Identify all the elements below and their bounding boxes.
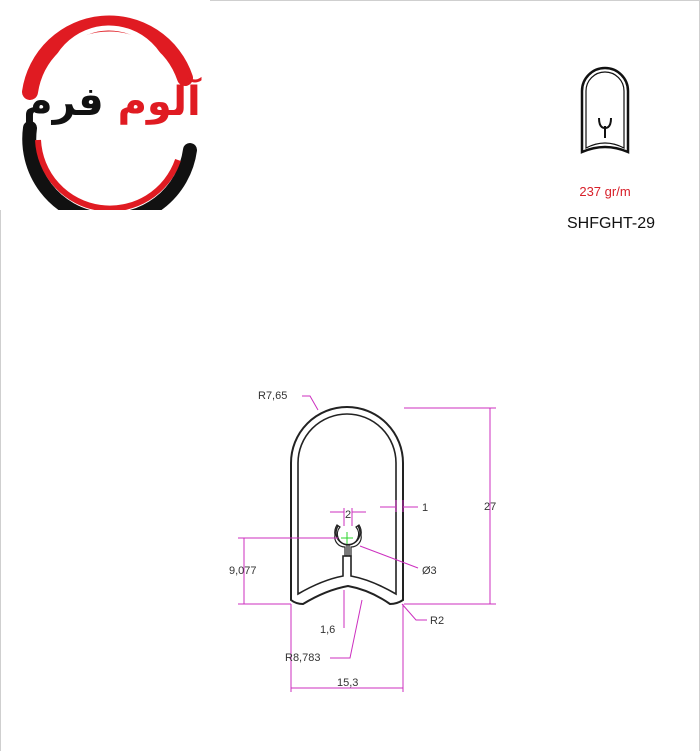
dim-rib: 1,6 <box>320 624 336 636</box>
profile-inner-outline <box>298 414 396 594</box>
profile-weight: 237 gr/m <box>579 184 631 199</box>
profile-outer-outline <box>291 407 403 604</box>
logo-word-red: آلوم <box>117 79 201 125</box>
logo-word-black: فرم <box>23 79 104 125</box>
dim-width: 15,3 <box>337 677 359 689</box>
dim-hole: Ø3 <box>422 565 437 577</box>
dim-r-bottom: R8,783 <box>285 652 321 664</box>
dim-slot-width: 2 <box>345 509 352 521</box>
dim-r-corner: R2 <box>430 615 445 627</box>
dim-height: 27 <box>484 501 497 513</box>
dim-side-height: 9,077 <box>229 565 257 577</box>
dim-wall: 1 <box>422 502 429 514</box>
dim-r-top: R7,65 <box>258 390 288 402</box>
profile-code: SHFGHT-29 <box>566 215 655 232</box>
